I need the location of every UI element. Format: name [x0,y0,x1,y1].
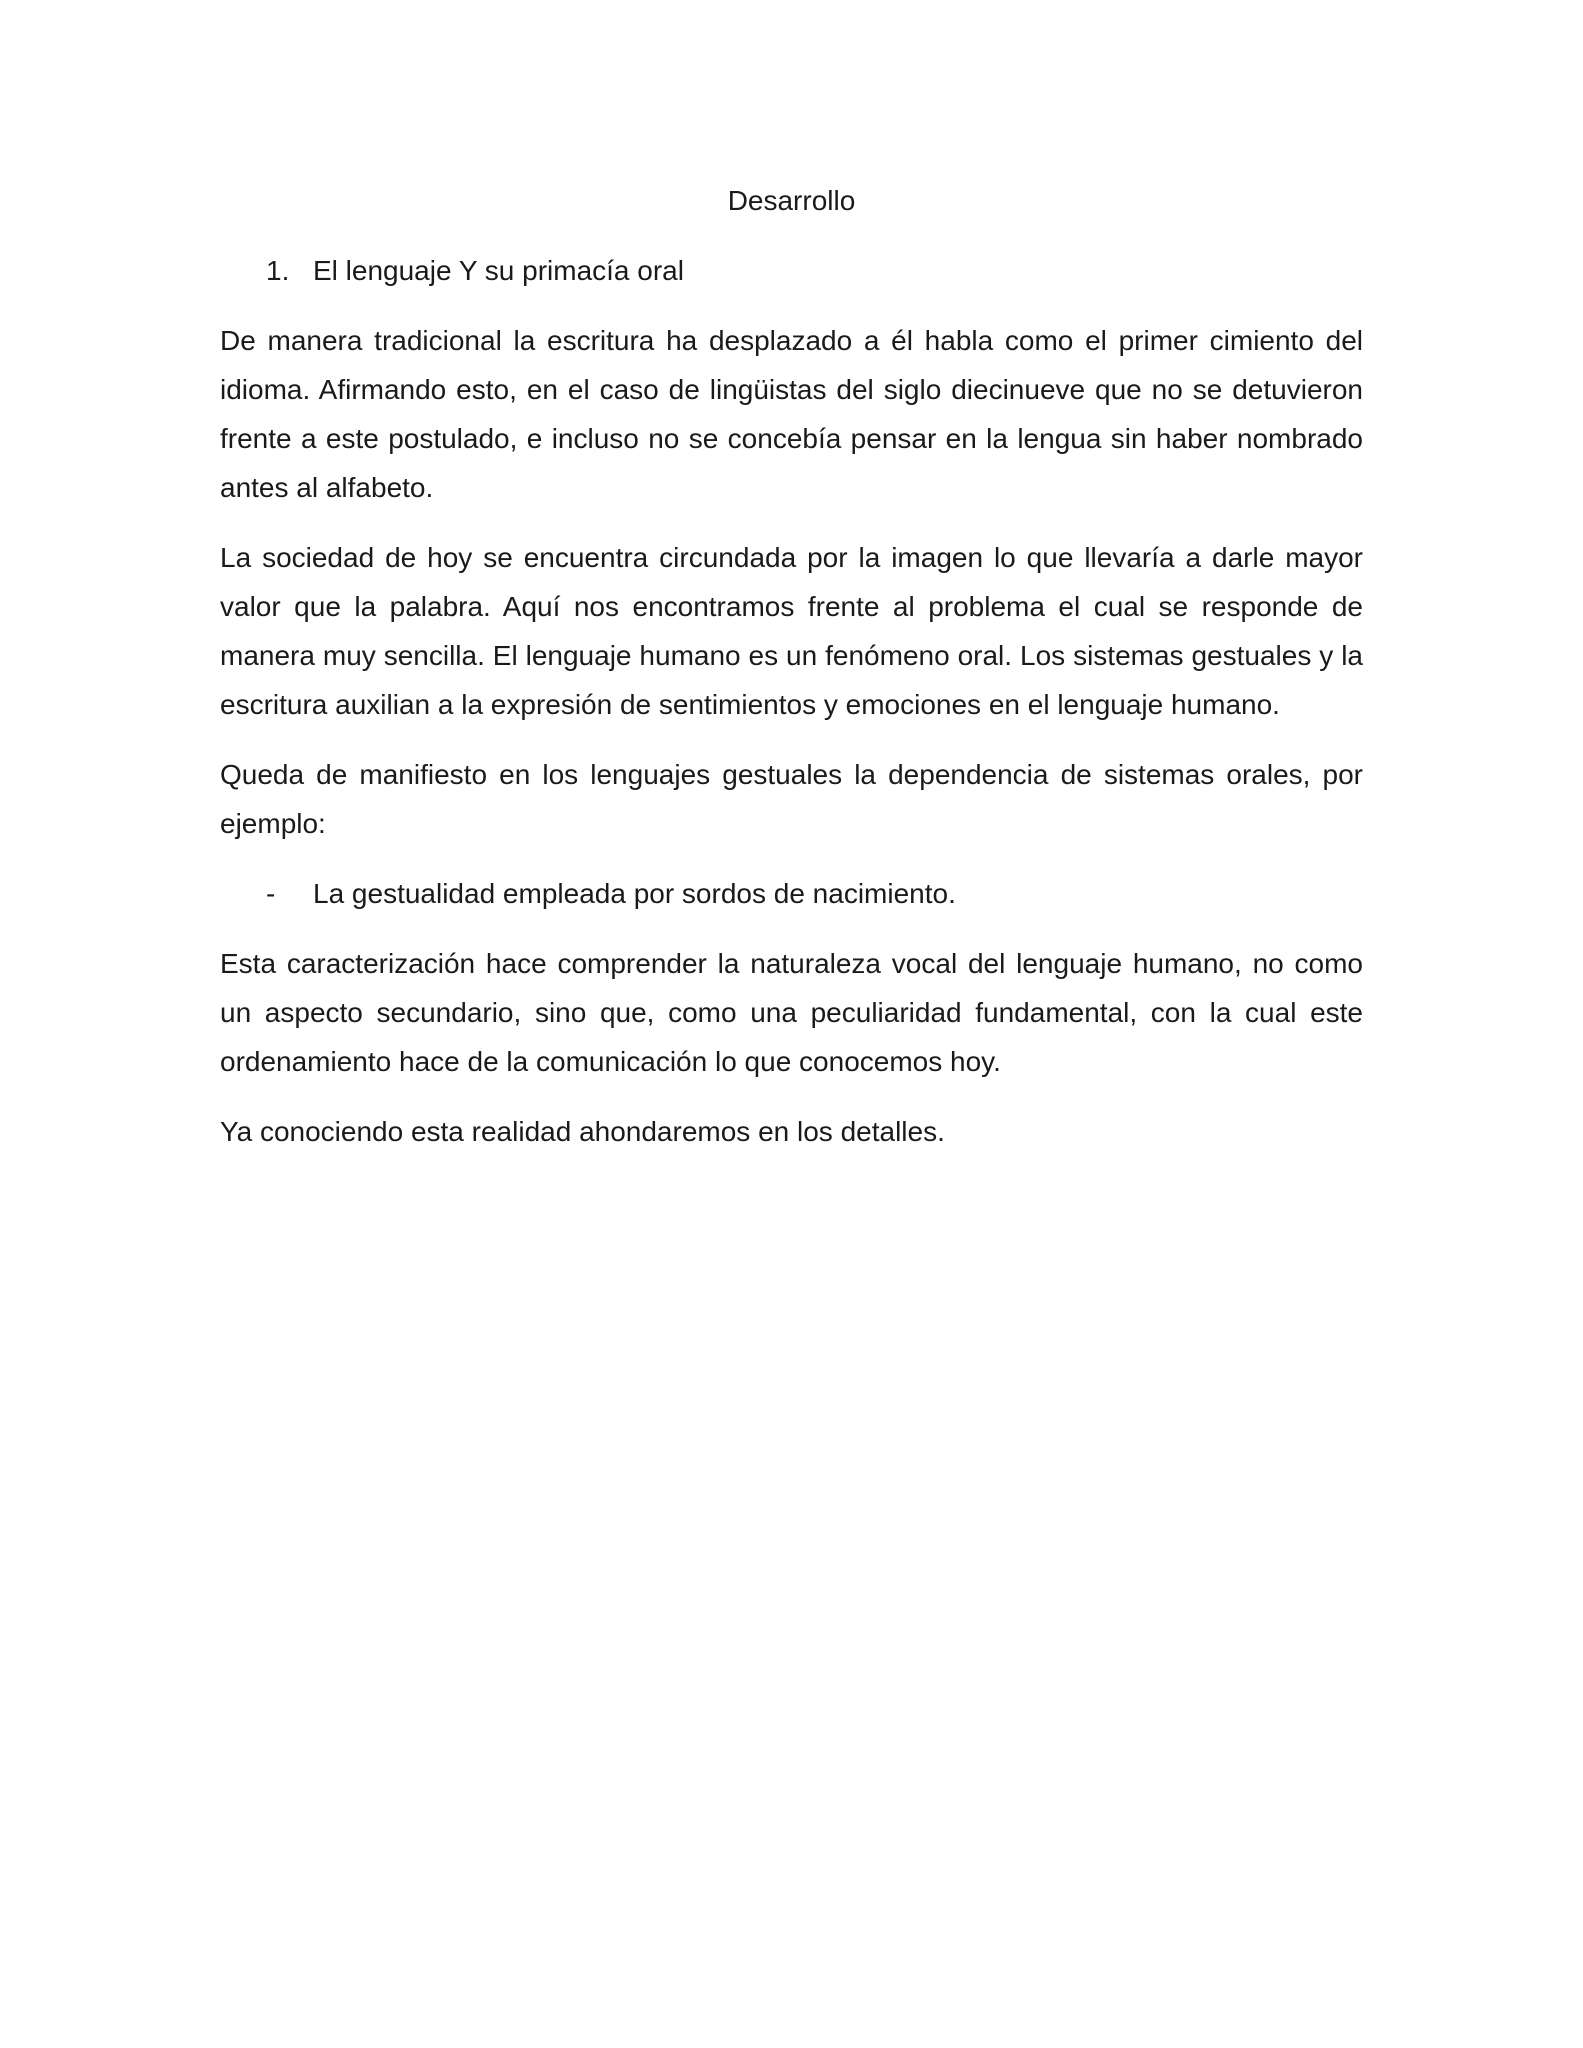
bullet-text: La gestualidad empleada por sordos de nacimiento. [313,878,956,909]
paragraph: Esta caracterización hace comprender la naturaleza vocal del lenguaje humano, no como un aspecto secundario, sino que, como una peculiaridad fundamental, con la cual este ordenamiento hace de la comunicación lo que conocemos hoy. [220,948,1363,1077]
paragraph: Ya conociendo esta realidad ahondaremos en los detalles. [220,1116,945,1147]
bullet-marker: - [266,878,276,909]
document-body [220,176,1363,1177]
paragraph: Queda de manifiesto en los lenguajes gestuales la dependencia de sistemas orales, por ejemplo: [220,759,1363,839]
paragraph: La sociedad de hoy se encuentra circundada por la imagen lo que llevaría a darle mayor valor que la palabra. Aquí nos encontramos frente al problema el cual se responde de manera muy sencilla. El lenguaje humano es un fenómeno oral. Los sistemas gestuales y la escritura auxilian a la expresión de sentimientos y emociones en el lenguaje humano. [220,542,1363,720]
section-heading-text: El lenguaje Y su primacía oral [313,255,684,286]
paragraph: De manera tradicional la escritura ha desplazado a él habla como el primer cimiento del idioma. Afirmando esto, en el caso de lingüistas del siglo diecinueve que no se detuvieron frente a este postulado, e incluso no se concebía pensar en la lengua sin haber nombrado antes al alfabeto. [220,325,1363,503]
page-title: Desarrollo [727,185,856,216]
section-number: 1. [266,255,290,286]
section-heading [220,246,1363,295]
bullet-item [220,869,1363,918]
